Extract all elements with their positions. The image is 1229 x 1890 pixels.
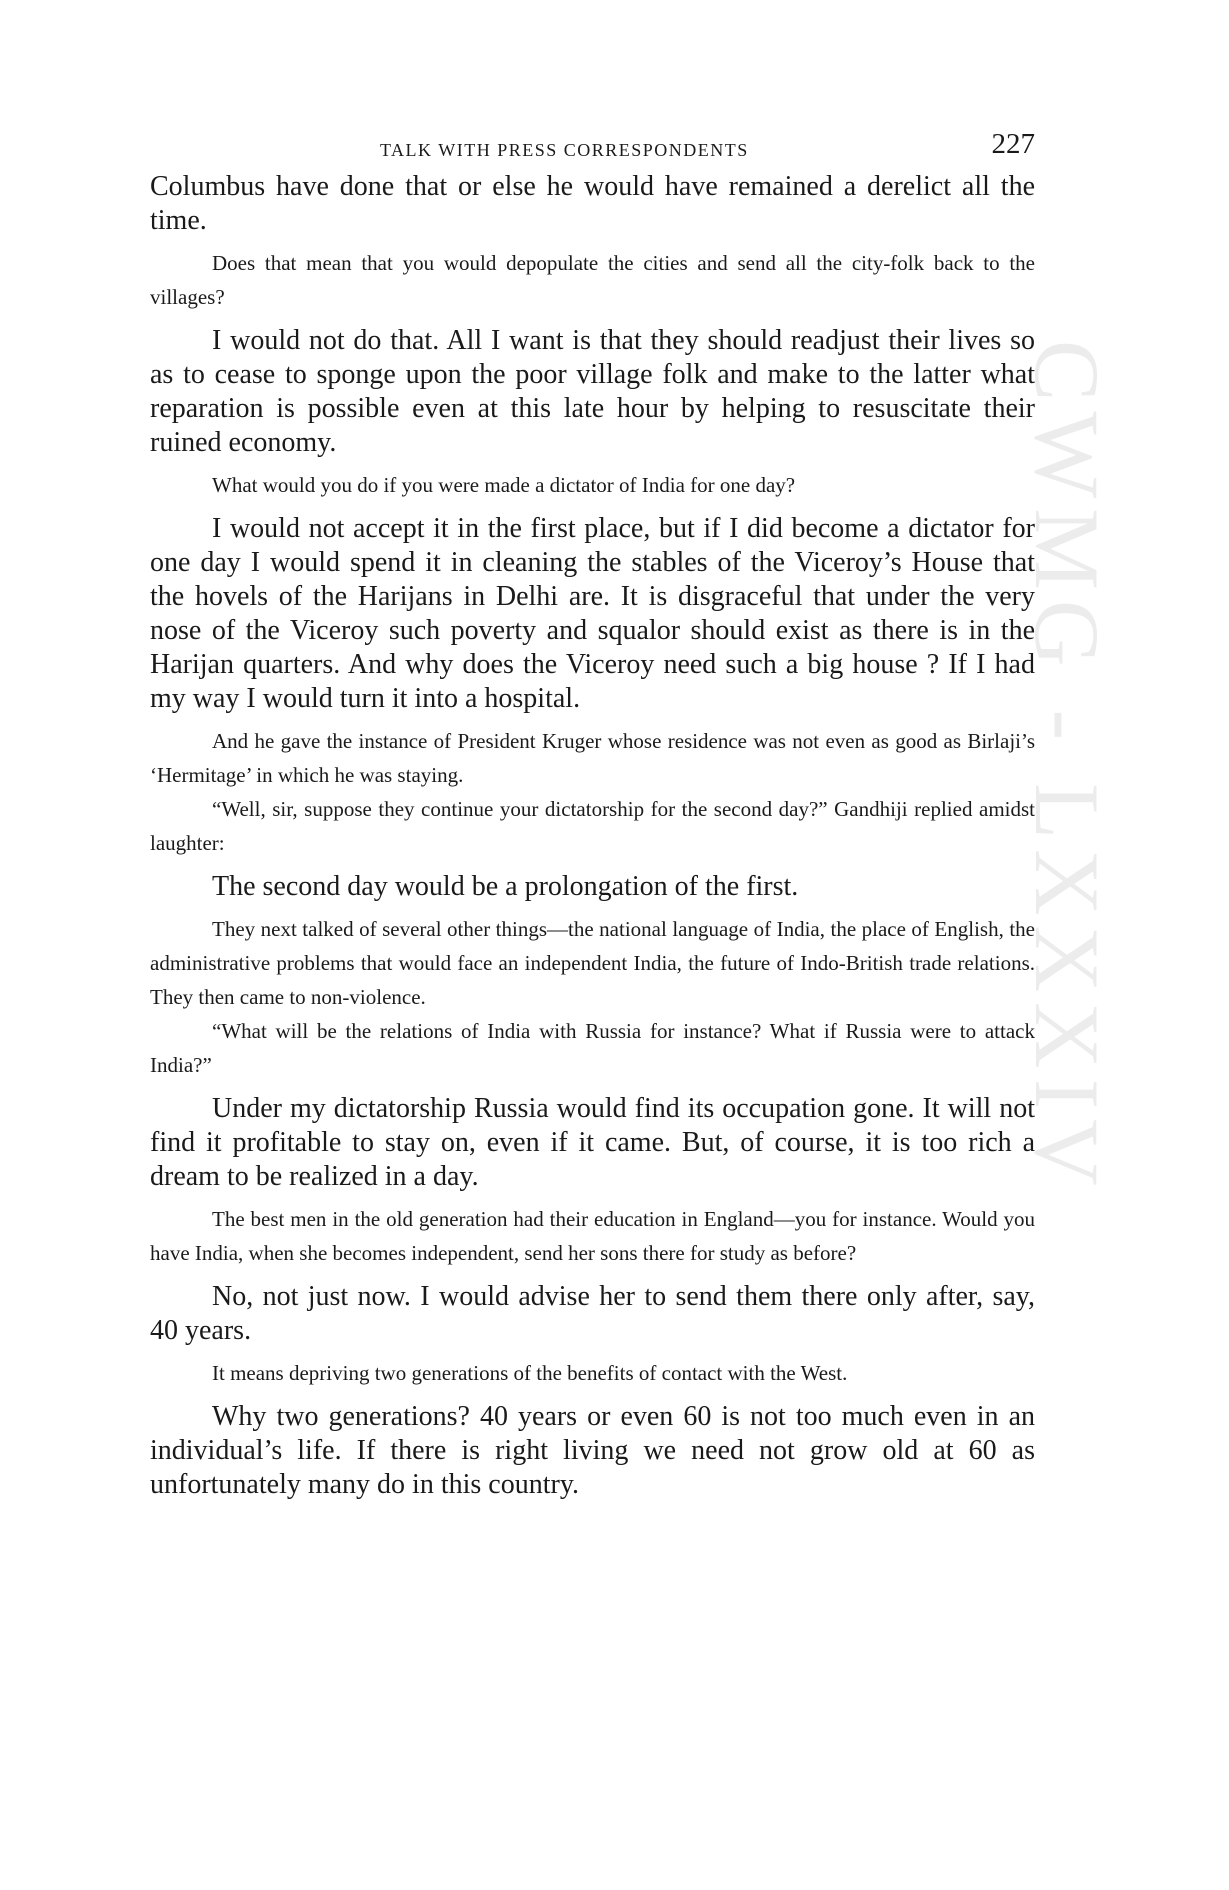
question-paragraph: The best men in the old generation had their education in England—you for instance. Would you have India, when she becomes independent, send her sons there for study as before? xyxy=(150,1207,1035,1265)
watermark-text: CWMG - LXXXIV xyxy=(1016,340,1118,1196)
page-number: 227 xyxy=(991,128,1035,160)
answer-paragraph: Why two generations? 40 years or even 60 is not too much even in an individual’s life. If there is right living we need not grow old at 60 as unfortunately many do in this country. xyxy=(150,1401,1035,1500)
running-header xyxy=(150,128,1035,170)
running-title: TALK WITH PRESS CORRESPONDENTS xyxy=(380,140,749,160)
page-content xyxy=(150,128,1035,1502)
watermark xyxy=(1016,340,1120,1580)
question-paragraph: “Well, sir, suppose they continue your dictatorship for the second day?” Gandhiji replied amidst laughter: xyxy=(150,797,1035,855)
answer-paragraph: No, not just now. I would advise her to send them there only after, say, 40 years. xyxy=(150,1281,1035,1346)
answer-paragraph: Under my dictatorship Russia would find its occupation gone. It will not find it profitable to stay on, even if it came. But, of course, it is too rich a dream to be realized in a day. xyxy=(150,1093,1035,1192)
answer-paragraph: Columbus have done that or else he would have remained a derelict all the time. xyxy=(150,171,1035,236)
narration-paragraph: And he gave the instance of President Kruger whose residence was not even as good as Birlaji’s ‘Hermitage’ in which he was staying. xyxy=(150,729,1035,787)
question-paragraph: Does that mean that you would depopulate the cities and send all the city-folk back to the villages? xyxy=(150,251,1035,309)
answer-paragraph: I would not accept it in the first place, but if I did become a dictator for one day I would spend it in cleaning the stables of the Viceroy’s House that the hovels of the Harijans in Delhi are. It is disgraceful that under the very nose of the Viceroy such poverty and squalor should exist as there is in the Harijan quarters. And why does the Viceroy need such a big house ? If I had my way I would turn it into a hospital. xyxy=(150,513,1035,714)
question-paragraph: “What will be the relations of India with Russia for instance? What if Russia were to attack India?” xyxy=(150,1019,1035,1077)
narration-paragraph: They next talked of several other things—the national language of India, the place of English, the administrative problems that would face an independent India, the future of Indo-British trade relations. They then came to non-violence. xyxy=(150,917,1035,1009)
answer-paragraph: The second day would be a prolongation of the first. xyxy=(212,871,799,902)
question-paragraph: It means depriving two generations of the benefits of contact with the West. xyxy=(212,1361,848,1385)
answer-paragraph: I would not do that. All I want is that they should readjust their lives so as to cease to sponge upon the poor village folk and make to the latter what reparation is possible even at this late hour by helping to resuscitate their ruined economy. xyxy=(150,325,1035,458)
question-paragraph: What would you do if you were made a dictator of India for one day? xyxy=(212,473,796,497)
